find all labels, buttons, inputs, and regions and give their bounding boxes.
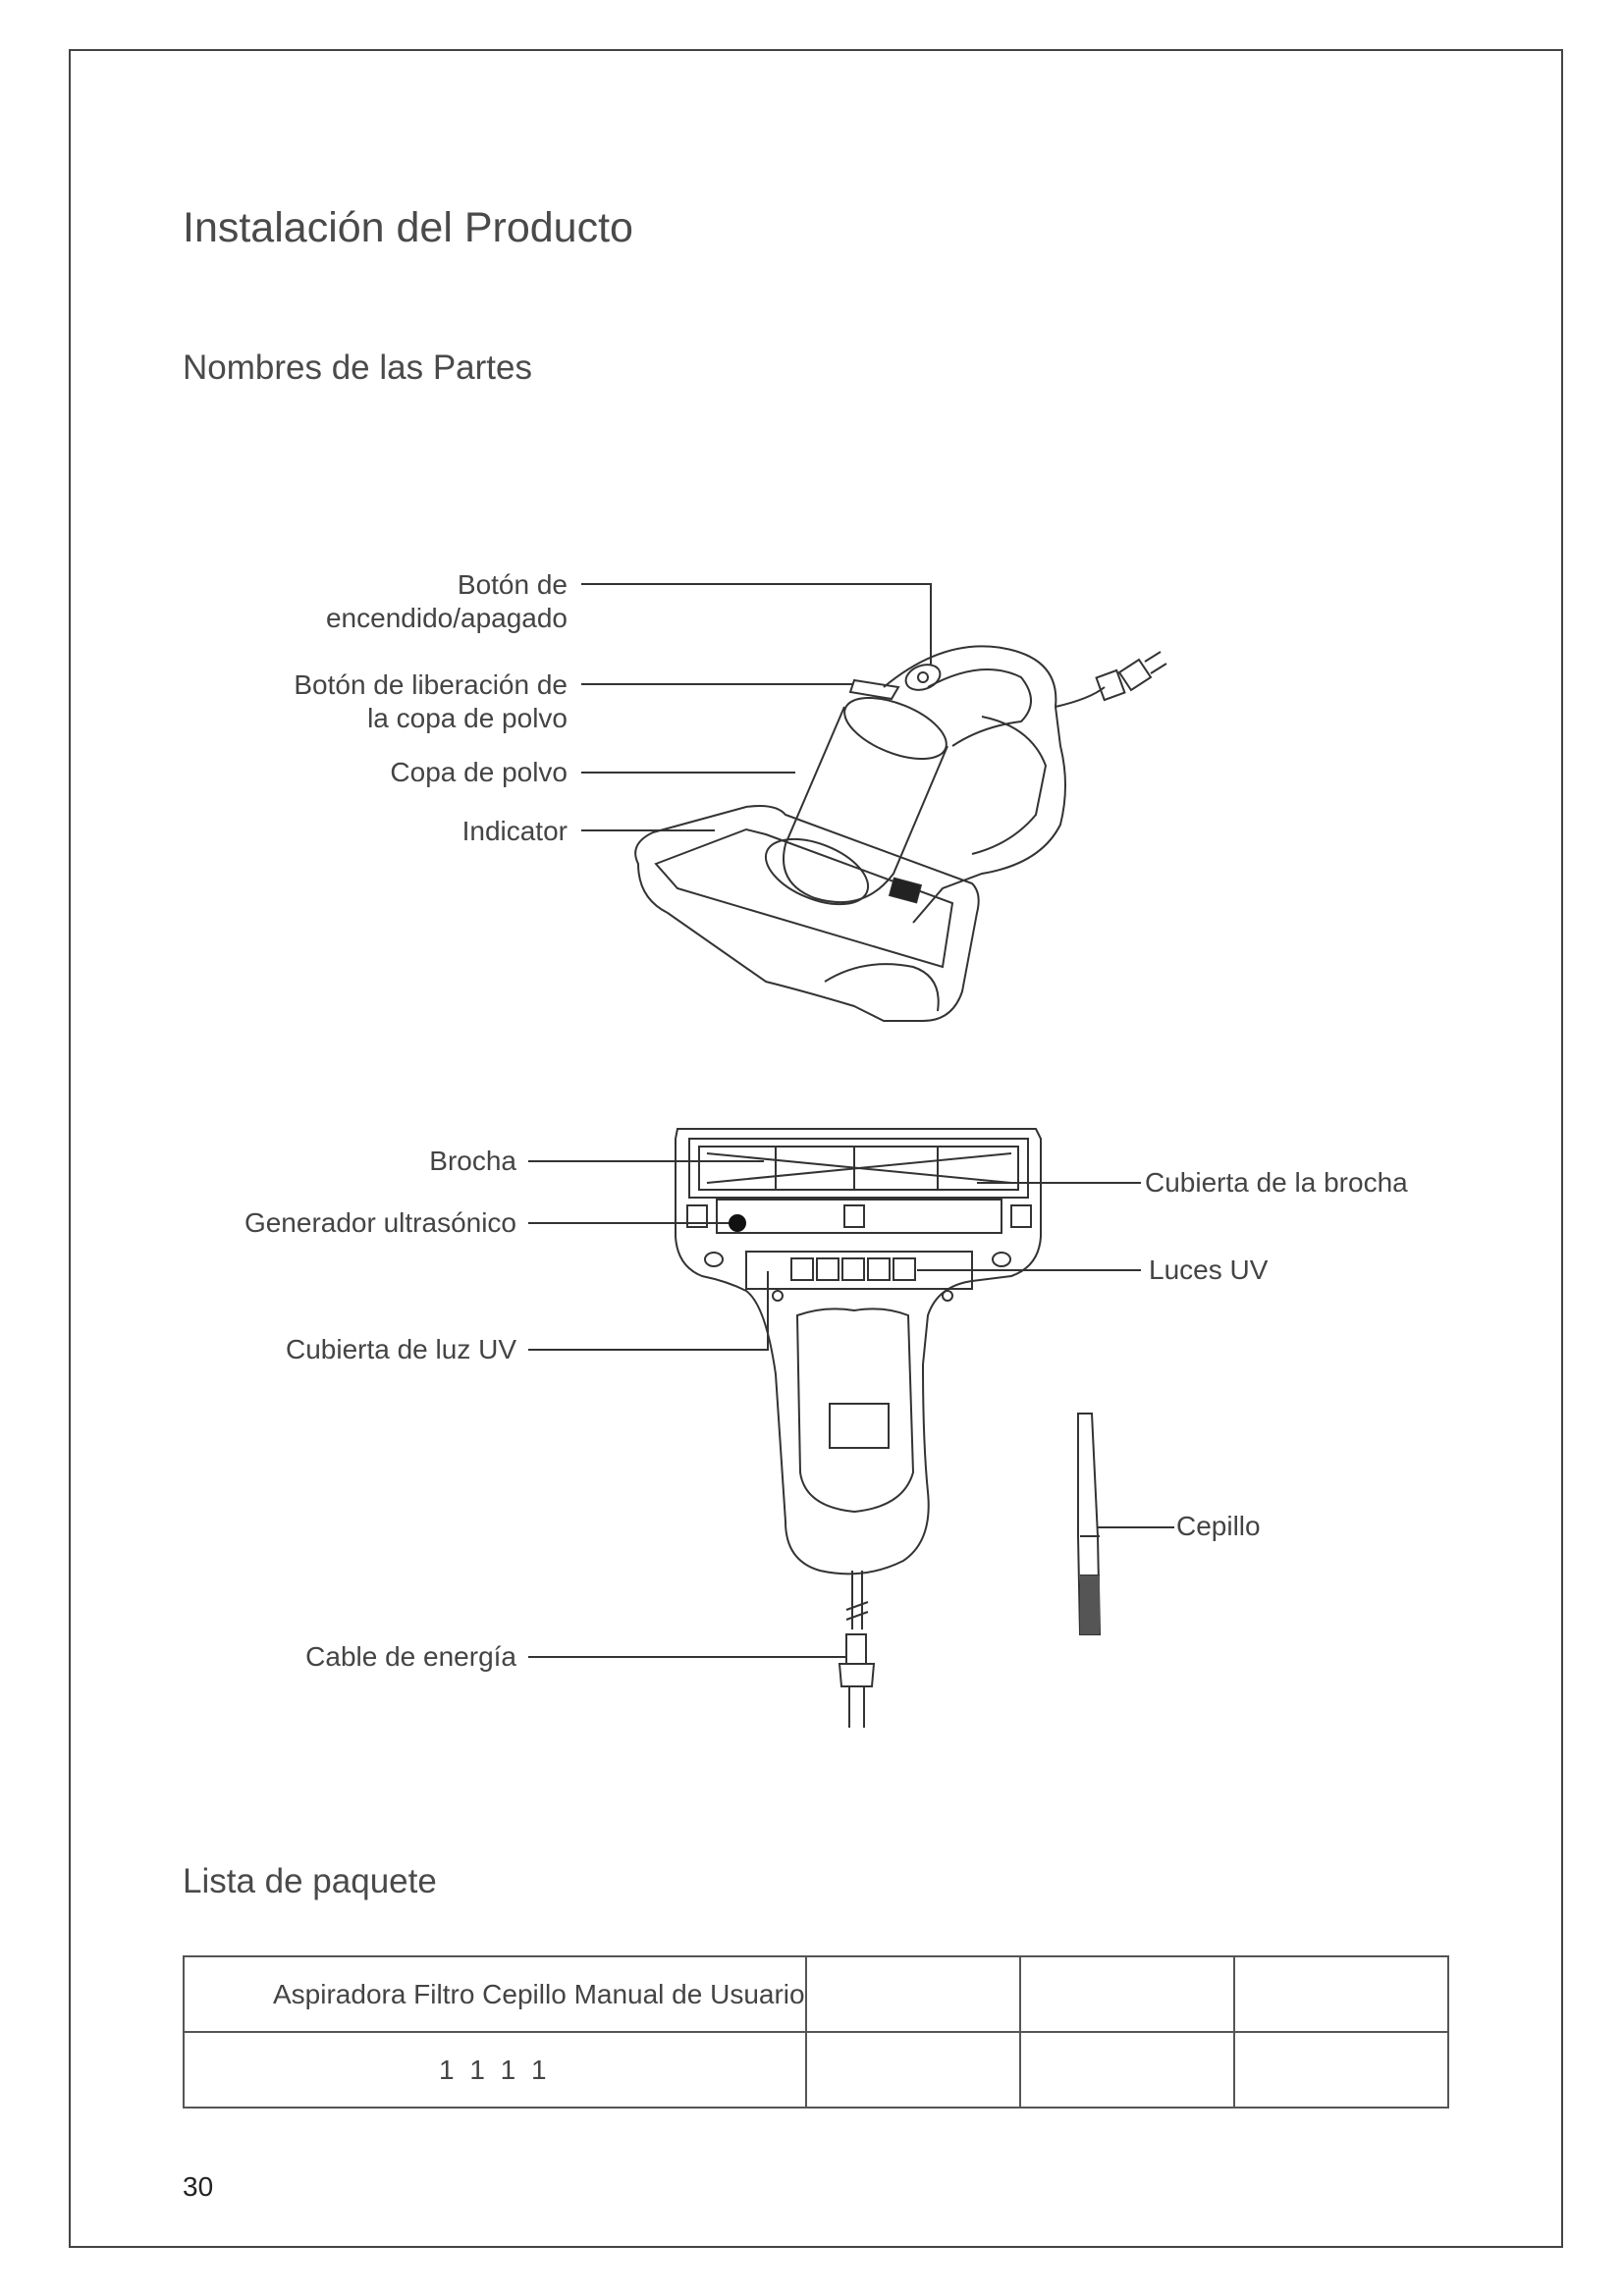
package-header-cell: [184, 1956, 806, 2032]
package-table: [183, 1955, 1449, 2109]
label-indicator: Indicator: [461, 816, 568, 846]
package-quantity-cell-4: [1234, 2032, 1448, 2108]
package-header-cell-3: [1020, 1956, 1234, 2032]
section-title-parts: Nombres de las Partes: [183, 348, 532, 387]
label-ultrasonic-generator: Generador ultrasónico: [244, 1207, 516, 1238]
page-number: 30: [183, 2171, 214, 2202]
label-uv-light-cover: Cubierta de luz UV: [285, 1334, 516, 1364]
package-table-quantity-row: [184, 2032, 1448, 2108]
label-brush: Brocha: [429, 1146, 516, 1176]
package-table-header-row: [184, 1956, 1448, 2032]
label-power-button-line1: Botón de: [457, 569, 568, 600]
page-title: Instalación del Producto: [183, 204, 633, 251]
label-small-brush: Cepillo: [1176, 1511, 1261, 1541]
label-power-button: [326, 568, 568, 635]
package-quantity-cell: [184, 2032, 806, 2108]
vacuum-perspective-illustration: [635, 646, 1166, 1021]
package-quantity-text: 1 1 1 1: [438, 2054, 551, 2085]
package-quantity-cell-3: [1020, 2032, 1234, 2108]
package-header-cell-2: [806, 1956, 1020, 2032]
label-dust-cup-release: [294, 668, 568, 735]
label-power-button-line2: encendido/apagado: [325, 603, 568, 633]
label-uv-lights: Luces UV: [1149, 1255, 1269, 1285]
label-power-cable: Cable de energía: [305, 1641, 516, 1672]
leader-lines-top: [581, 584, 931, 830]
label-dust-cup-release-line2: la copa de polvo: [367, 703, 568, 733]
label-brush-cover: Cubierta de la brocha: [1145, 1167, 1408, 1198]
label-dust-cup: Copa de polvo: [390, 757, 568, 787]
section-title-package: Lista de paquete: [183, 1862, 437, 1900]
ultrasonic-dot: [729, 1214, 746, 1232]
package-quantity-cell-2: [806, 2032, 1020, 2108]
package-header-cell-4: [1234, 1956, 1448, 2032]
label-dust-cup-release-line1: Botón de liberación de: [294, 669, 568, 700]
package-header-text: Aspiradora Filtro Cepillo Manual de Usuario: [273, 1978, 805, 2009]
